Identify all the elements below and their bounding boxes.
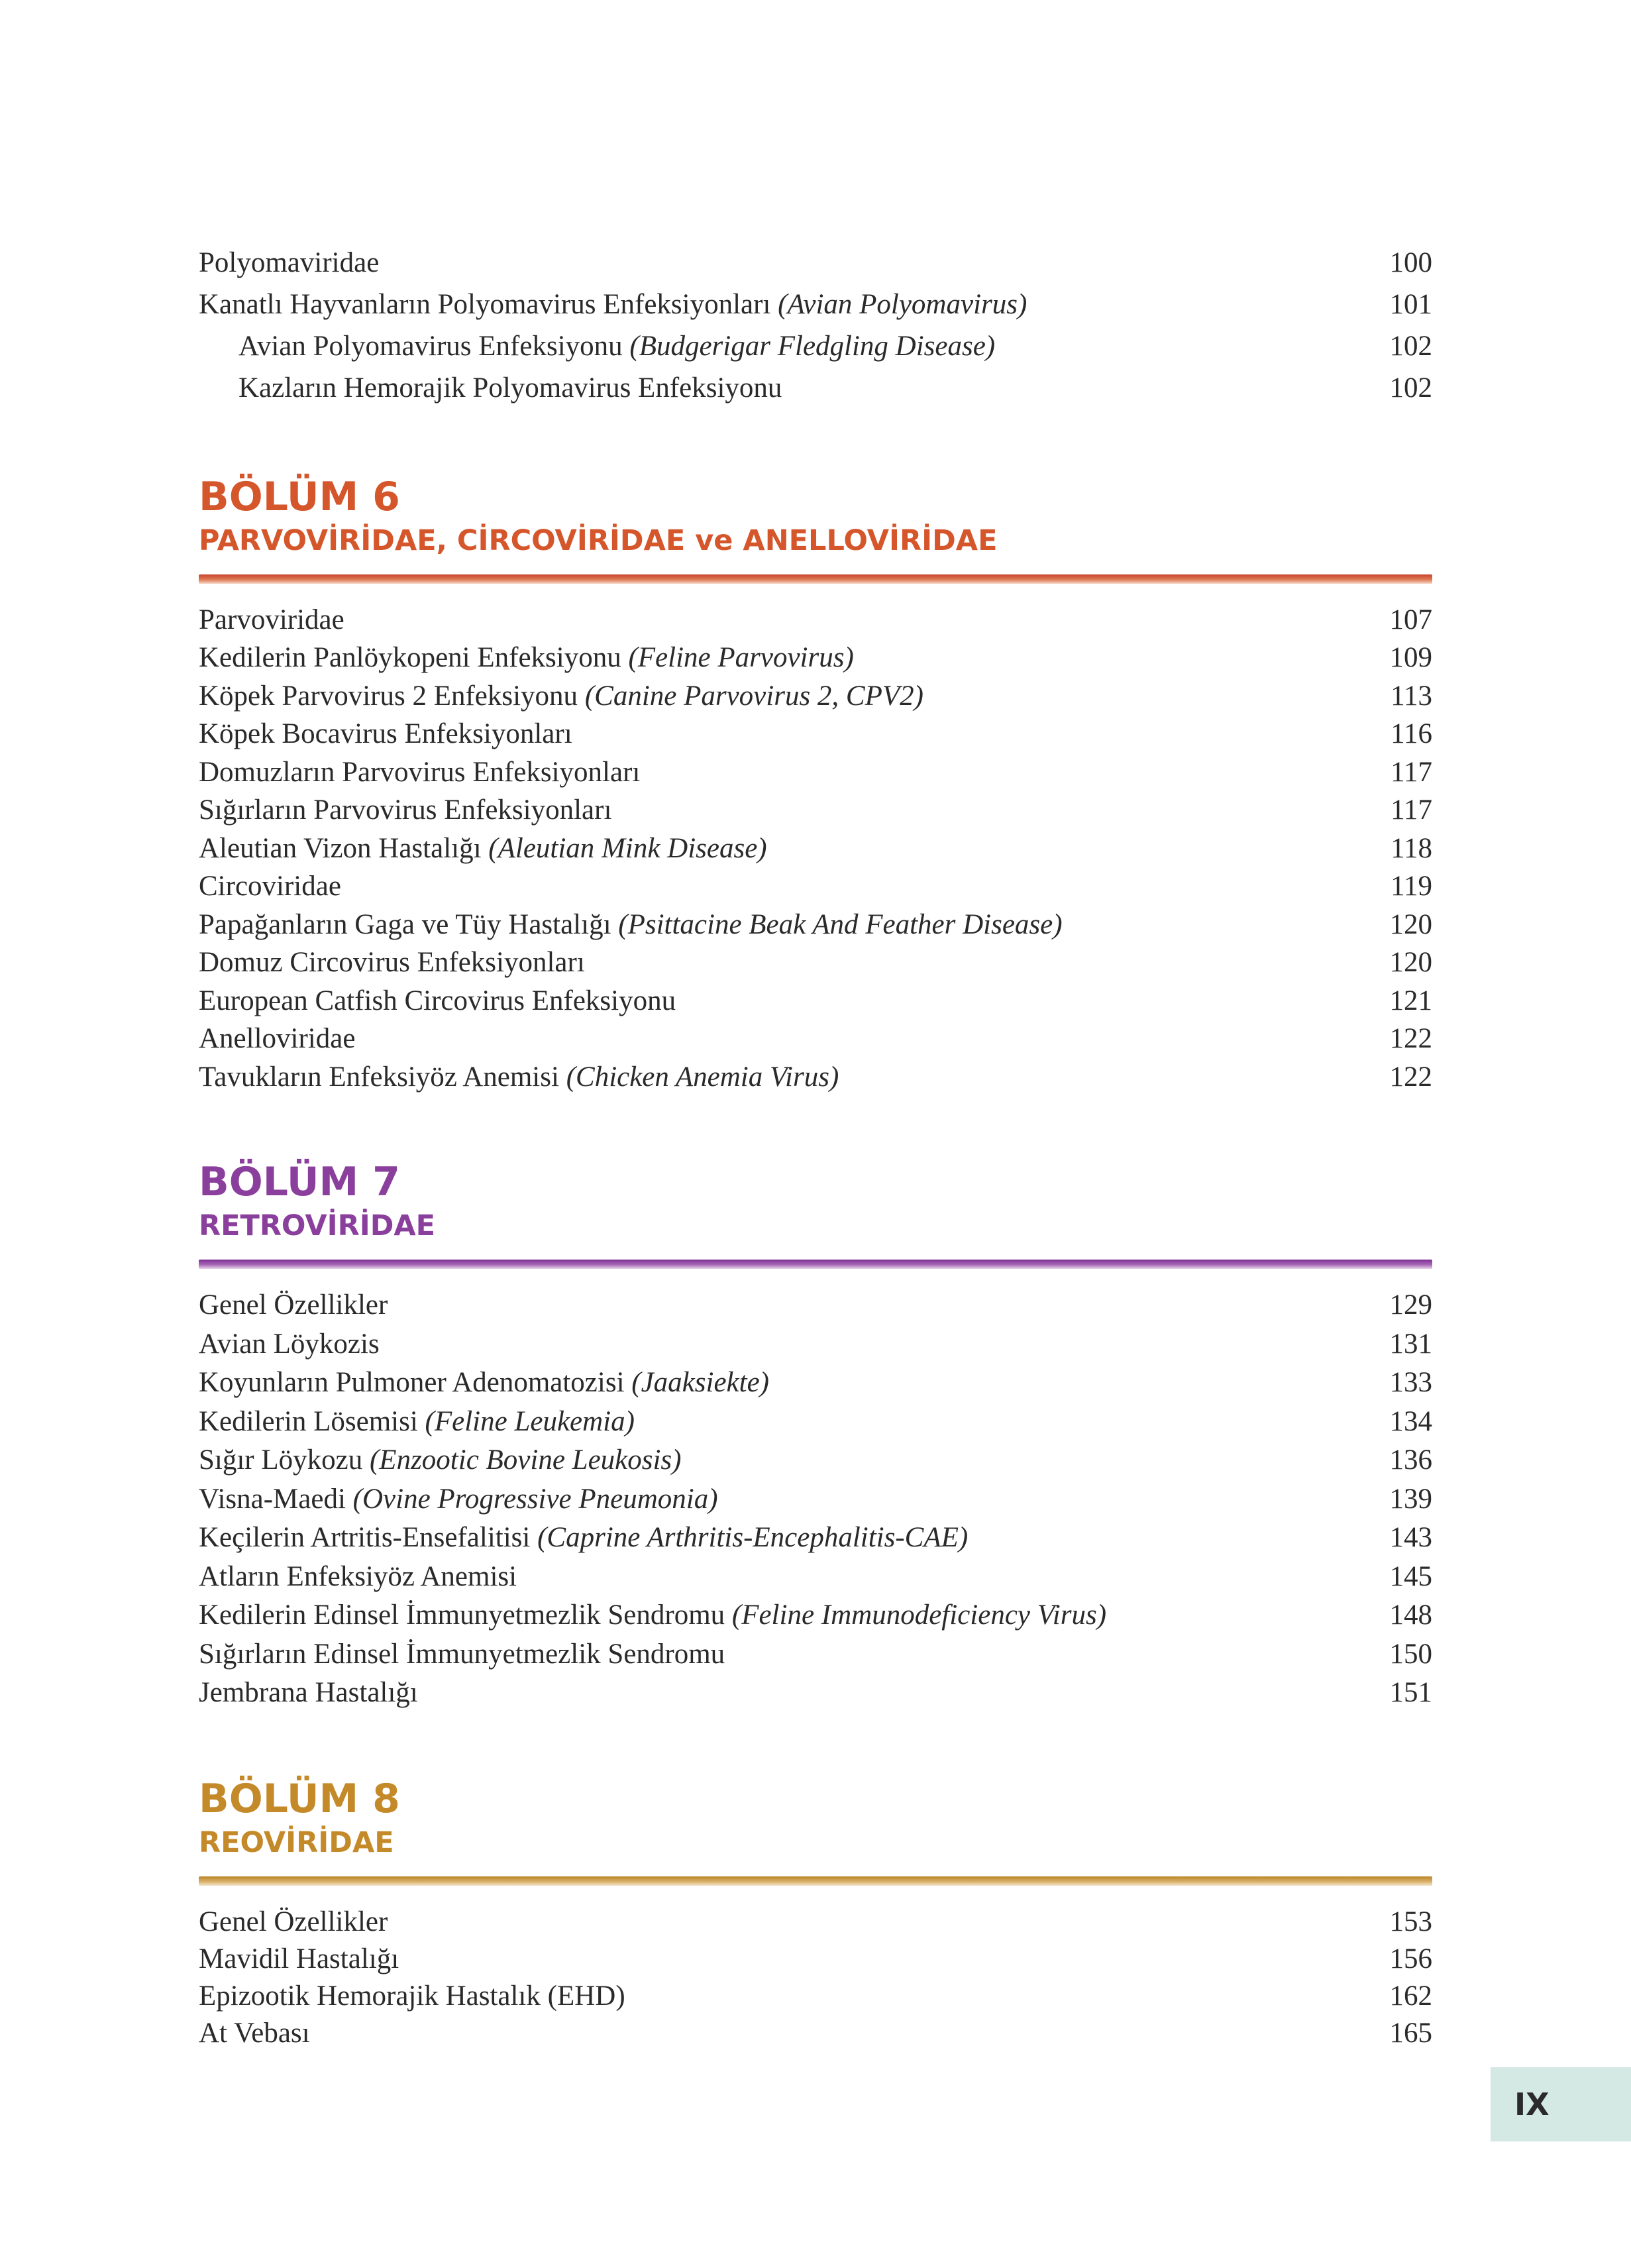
entry-italic: (Ovine Progressive Pneumonia) [352, 1483, 718, 1515]
toc-entry[interactable] [199, 792, 1432, 831]
entry-title: Genel Özellikler [199, 1906, 388, 1937]
entry-italic: (Budgerigar Fledgling Disease) [629, 331, 996, 362]
section-heading [199, 1160, 1432, 1245]
toc-section-bolum-8 [199, 1777, 1432, 2053]
entry-title: Mavidil Hastalığı [199, 1943, 399, 1974]
toc-entry[interactable] [199, 755, 1432, 793]
toc-entry[interactable] [199, 1442, 1432, 1482]
entry-page: 153 [1389, 1906, 1432, 1937]
entry-title: Koyunların Pulmoner Adenomatozisi [199, 1367, 632, 1399]
entry-page: 116 [1391, 718, 1432, 750]
page-number-tab [1491, 2067, 1631, 2141]
entry-title: Sığır Löykozu [199, 1444, 370, 1476]
toc-entry[interactable] [199, 1520, 1432, 1559]
toc-entry[interactable] [199, 2016, 1432, 2053]
entry-page: 119 [1391, 871, 1432, 902]
entry-title: Atların Enfeksiyöz Anemisi [199, 1560, 517, 1592]
chapter-number: BÖLÜM 6 [199, 474, 400, 520]
entry-page: 133 [1389, 1367, 1432, 1399]
entry-page: 122 [1389, 1023, 1432, 1055]
entry-title: Sığırların Edinsel İmmunyetmezlik Sendromu [199, 1638, 725, 1670]
chapter-title: PARVOVİRİDAE, CİRCOVİRİDAE ve ANELLOVİRİDAE [199, 524, 998, 557]
toc-entry[interactable] [199, 1904, 1432, 1941]
entry-title: Avian Löykozis [199, 1328, 380, 1360]
entry-title: Kedilerin Edinsel İmmunyetmezlik Sendromu [199, 1599, 732, 1631]
chapter-title: RETROVİRİDAE [199, 1209, 436, 1243]
entry-title: Circoviridae [199, 871, 341, 902]
entry-title: Domuzların Parvovirus Enfeksiyonları [199, 756, 641, 788]
entry-page: 148 [1389, 1599, 1432, 1631]
toc-section-polyomaviridae [199, 245, 1432, 412]
entry-page: 118 [1391, 832, 1432, 864]
entry-page: 109 [1389, 642, 1432, 674]
entry-page: 122 [1389, 1061, 1432, 1093]
section-divider [199, 574, 1432, 584]
entry-page: 139 [1389, 1483, 1432, 1515]
entry-title: Tavukların Enfeksiyöz Anemisi [199, 1061, 566, 1093]
toc-entry[interactable] [199, 983, 1432, 1022]
entry-italic: (Chicken Anemia Virus) [566, 1061, 839, 1093]
entry-page: 162 [1389, 1980, 1432, 2012]
chapter-title: REOVİRİDAE [199, 1825, 394, 1859]
entry-page: 102 [1389, 331, 1432, 362]
entry-italic: (Enzootic Bovine Leukosis) [369, 1444, 682, 1476]
entry-title: Genel Özellikler [199, 1289, 388, 1321]
section-divider [199, 1260, 1432, 1269]
toc-section-bolum-7 [199, 1160, 1432, 1713]
entry-page: 151 [1389, 1677, 1432, 1709]
entry-page: 121 [1389, 985, 1432, 1016]
entry-page: 102 [1389, 372, 1432, 404]
entry-page: 101 [1389, 289, 1432, 320]
toc-entry[interactable] [199, 945, 1432, 983]
entry-italic: (Caprine Arthritis-Encephalitis-CAE) [537, 1522, 969, 1554]
entry-title: Epizootik Hemorajik Hastalık (EHD) [199, 1980, 625, 2012]
entry-page: 156 [1389, 1943, 1432, 1974]
entry-title: Visna-Maedi [199, 1483, 353, 1515]
entry-title: Kedilerin Lösemisi [199, 1405, 425, 1437]
entry-italic: (Feline Parvovirus) [628, 642, 854, 674]
entry-italic: (Canine Parvovirus 2, CPV2) [584, 680, 923, 712]
toc-entry[interactable] [199, 1941, 1432, 1978]
toc-entry[interactable] [199, 1675, 1432, 1714]
toc-entry[interactable] [199, 1404, 1432, 1443]
entry-title: Sığırların Parvovirus Enfeksiyonları [199, 794, 612, 826]
toc-entry[interactable] [199, 907, 1432, 945]
entry-page: 150 [1389, 1638, 1432, 1670]
entry-title: Avian Polyomavirus Enfeksiyonu [238, 331, 630, 362]
entry-page: 120 [1389, 908, 1432, 940]
entry-page: 145 [1389, 1560, 1432, 1592]
toc-entry[interactable] [199, 716, 1432, 755]
toc-entry[interactable] [199, 1365, 1432, 1404]
entry-page: 134 [1389, 1405, 1432, 1437]
entry-page: 117 [1391, 794, 1432, 826]
entry-title: Anelloviridae [199, 1023, 356, 1055]
chapter-number: BÖLÜM 7 [199, 1159, 400, 1206]
toc-entry[interactable] [199, 1021, 1432, 1059]
entry-page: 100 [1389, 247, 1432, 278]
toc-entry[interactable] [199, 1059, 1432, 1098]
toc-entry[interactable] [199, 329, 1432, 370]
toc-entry[interactable] [199, 831, 1432, 869]
toc-section-bolum-6 [199, 475, 1432, 1097]
entry-title: Köpek Parvovirus 2 Enfeksiyonu [199, 680, 585, 712]
entry-page: 143 [1389, 1522, 1432, 1554]
entry-page: 120 [1389, 947, 1432, 979]
entry-title: Köpek Bocavirus Enfeksiyonları [199, 718, 572, 750]
entry-page: 165 [1389, 2017, 1432, 2049]
entry-title: At Vebası [199, 2017, 310, 2049]
entry-page: 129 [1389, 1289, 1432, 1321]
entry-italic: (Jaaksiekte) [631, 1367, 769, 1399]
toc-entry[interactable] [199, 1597, 1432, 1637]
entry-italic: (Feline Leukemia) [425, 1405, 635, 1437]
entry-title: Domuz Circovirus Enfeksiyonları [199, 947, 585, 979]
chapter-number: BÖLÜM 8 [199, 1775, 400, 1822]
table-of-contents [199, 245, 1432, 2053]
toc-entry[interactable] [199, 1326, 1432, 1366]
entry-title: Kazların Hemorajik Polyomavirus Enfeksiyonu [238, 372, 782, 404]
toc-entry[interactable] [199, 1482, 1432, 1521]
entry-title: Polyomaviridae [199, 247, 380, 278]
toc-entry[interactable] [199, 640, 1432, 678]
entry-title: Parvoviridae [199, 604, 344, 635]
toc-entry[interactable] [199, 287, 1432, 329]
entry-italic: (Psittacine Beak And Feather Disease) [618, 908, 1063, 940]
entry-italic: (Feline Immunodeficiency Virus) [731, 1599, 1107, 1631]
toc-entry[interactable] [199, 869, 1432, 907]
entry-italic: (Aleutian Mink Disease) [488, 832, 767, 864]
entry-title: European Catfish Circovirus Enfeksiyonu [199, 985, 676, 1016]
section-heading [199, 1777, 1432, 1862]
entry-page: 107 [1389, 604, 1432, 635]
entry-italic: (Avian Polyomavirus) [778, 289, 1027, 320]
entry-page: 136 [1389, 1444, 1432, 1476]
entry-title: Jembrana Hastalığı [199, 1677, 418, 1709]
entry-title: Keçilerin Artritis-Ensefalitisi [199, 1522, 538, 1554]
entry-title: Kanatlı Hayvanların Polyomavirus Enfeksiyonları [199, 289, 778, 320]
toc-entry[interactable] [199, 678, 1432, 717]
page-number: IX [1514, 2086, 1550, 2122]
section-divider [199, 1876, 1432, 1886]
entry-title: Kedilerin Panlöykopeni Enfeksiyonu [199, 642, 629, 674]
toc-entry[interactable] [199, 1559, 1432, 1598]
entry-title: Papağanların Gaga ve Tüy Hastalığı [199, 908, 619, 940]
entry-page: 113 [1391, 680, 1432, 712]
toc-entry[interactable] [199, 1978, 1432, 2016]
section-heading [199, 475, 1432, 560]
toc-entry[interactable] [199, 245, 1432, 287]
entry-page: 131 [1389, 1328, 1432, 1360]
toc-entry[interactable] [199, 370, 1432, 412]
toc-entry[interactable] [199, 1637, 1432, 1676]
toc-entry[interactable] [199, 1287, 1432, 1326]
entry-page: 117 [1391, 756, 1432, 788]
toc-entry[interactable] [199, 602, 1432, 641]
entry-title: Aleutian Vizon Hastalığı [199, 832, 489, 864]
